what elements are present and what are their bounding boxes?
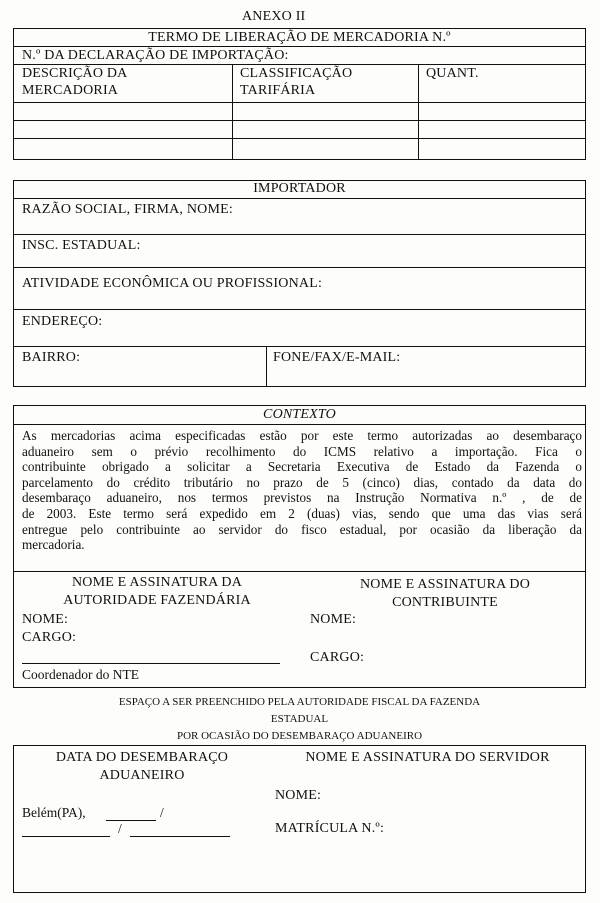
divider (13, 64, 586, 65)
district-label: BAIRRO: (22, 350, 81, 365)
contact-label: FONE/FAX/E-MAIL: (273, 350, 401, 365)
authority-title-line2: AUTORIDADE FAZENDÁRIA (63, 593, 251, 608)
context-line: parcelamento do crédito tributário no prazo de 5 (cinco) dias, contado da data do (22, 474, 582, 490)
authority-name-label: NOME: (22, 612, 69, 627)
company-name-label: RAZÃO SOCIAL, FIRMA, NOME: (22, 202, 233, 217)
fiscal-note-line2: ESTADUAL (270, 713, 329, 725)
divider (13, 424, 586, 425)
authority-title-line1: NOME E ASSINATURA DA (71, 575, 243, 590)
divider (13, 267, 586, 268)
context-line: desembaraço aduaneiro, nos termos previstos na Instrução Normativa n.º , de de (22, 490, 582, 506)
divider (13, 198, 586, 199)
context-line: aduaneiro sem o prévio recolhimento do ICMS relativo a importação. Fica o (22, 443, 582, 459)
col-quantity: QUANT. (426, 66, 479, 81)
context-line: contribuinte obrigado a solicitar a Secretaria Executiva de Estado da Fazenda o (22, 459, 582, 475)
column-divider (232, 64, 233, 160)
date-title-line2: ADUANEIRO (99, 768, 185, 783)
table-row-line (13, 138, 586, 139)
term-title: TERMO DE LIBERAÇÃO DE MERCADORIA N.º (148, 30, 451, 45)
date-year-line (130, 836, 230, 837)
server-title: NOME E ASSINATURA DO SERVIDOR (305, 750, 550, 765)
col-description-line1: DESCRIÇÃO DA (22, 66, 128, 81)
context-paragraph (22, 428, 582, 553)
col-classification-line2: TARIFÁRIA (240, 83, 316, 98)
date-month-line (22, 836, 110, 837)
context-line: As mercadorias acima especificadas estão por este termo autorizadas ao desembaraço (22, 428, 582, 443)
taxpayer-title-line2: CONTRIBUINTE (392, 595, 498, 610)
divider (13, 571, 586, 572)
fiscal-note-line1: ESPAÇO A SER PREENCHIDO PELA AUTORIDADE FISCAL DA FAZENDA (118, 696, 481, 708)
importer-header: IMPORTADOR (253, 181, 346, 196)
date-title-line1: DATA DO DESEMBARAÇO (55, 750, 229, 765)
coordinator-label: Coordenador do NTE (22, 667, 139, 682)
context-header: CONTEXTO (263, 407, 336, 422)
date-slash: / (160, 805, 164, 820)
column-divider (418, 64, 419, 160)
context-line: de 2003. Este termo será expedido em 2 (duas) vias, sendo que uma das vias será (22, 505, 582, 521)
activity-label: ATIVIDADE ECONÔMICA OU PROFISSIONAL: (22, 276, 323, 291)
declaration-label: N.º DA DECLARAÇÃO DE IMPORTAÇÃO: (22, 48, 289, 63)
taxpayer-title-line1: NOME E ASSINATURA DO (359, 577, 531, 592)
city-label: Belém(PA), (22, 805, 86, 820)
taxpayer-role-label: CARGO: (310, 650, 365, 665)
col-classification-line1: CLASSIFICAÇÃO (240, 66, 353, 81)
registration-label: MATRÍCULA N.º: (275, 821, 385, 836)
table-row-line (13, 120, 586, 121)
col-description-line2: MERCADORIA (22, 83, 119, 98)
authority-role-label: CARGO: (22, 630, 77, 645)
fiscal-note-line3: POR OCASIÃO DO DESEMBARAÇO ADUANEIRO (176, 730, 423, 742)
date-day-line (106, 820, 156, 821)
divider (13, 309, 586, 310)
address-label: ENDEREÇO: (22, 314, 103, 329)
server-name-label: NOME: (275, 788, 322, 803)
divider (13, 234, 586, 235)
state-registration-label: INSC. ESTADUAL: (22, 238, 141, 253)
taxpayer-name-label: NOME: (310, 612, 357, 627)
date-slash: / (118, 821, 122, 836)
divider (13, 46, 586, 47)
divider (13, 346, 586, 347)
signature-line (22, 663, 280, 664)
column-divider (266, 346, 267, 387)
context-line: mercadoria. (22, 537, 85, 553)
table-row-line (13, 102, 586, 103)
annex-title: ANEXO II (242, 9, 306, 24)
context-line: entregue pelo contribuinte ao servidor do fisco estadual, por ocasião da liberação da (22, 521, 582, 537)
